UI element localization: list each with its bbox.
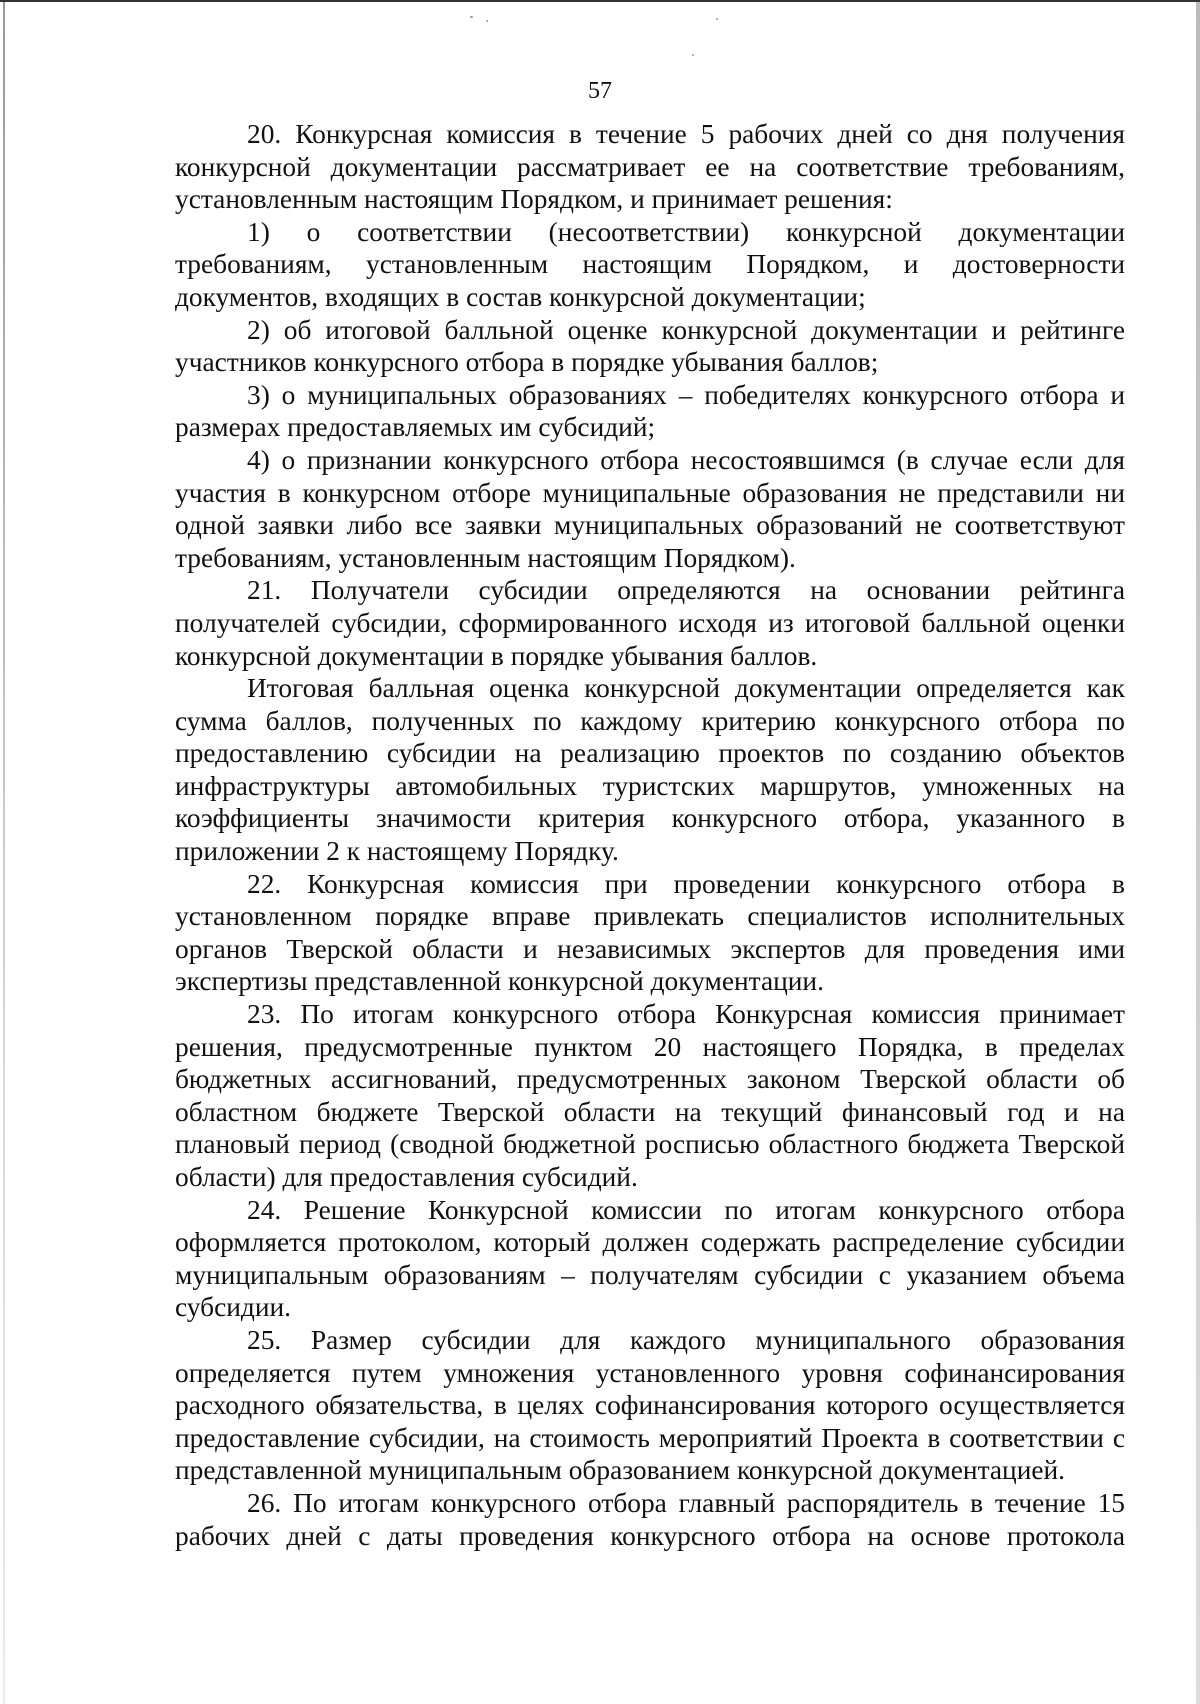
list-item-3: 3) о муниципальных образованиях – победителях конкурсного отбора и размерах предоставляемых им субсидий;	[175, 379, 1125, 443]
paragraph-23: 23. По итогам конкурсного отбора Конкурсная комиссия принимает решения, предусмотренные пунктом 20 настоящего Порядка, в пределах бюджетных ассигнований, предусмотренных законом Тверской области об областном бюджете Тверской области на текущий финансовый год и на плановый период (сводной бюджетной росписью областного бюджета Тверской области) для предоставления субсидий.	[175, 999, 1125, 1192]
scan-speck	[692, 54, 694, 56]
paragraph-22: 22. Конкурсная комиссия при проведении конкурсного отбора в установленном порядке вправе привлекать специалистов исполнительных органов Тверской области и независимых экспертов для проведения ими экспертизы представленной конкурсной документации.	[175, 868, 1125, 997]
paragraph-24: 24. Решение Конкурсной комиссии по итогам конкурсного отбора оформляется протоколом, который должен содержать распределение субсидии муниципальным образованиям – получателям субсидии с указанием объема субсидии.	[175, 1194, 1125, 1323]
scan-speck	[716, 18, 718, 20]
paragraph-21: 21. Получатели субсидии определяются на основании рейтинга получателей субсидии, сформированного исходя из итоговой балльной оценки конкурсной документации в порядке убывания баллов.	[175, 575, 1125, 671]
list-item-2: 2) об итоговой балльной оценке конкурсной документации и рейтинге участников конкурсного отбора в порядке убывания баллов;	[175, 314, 1125, 378]
paragraph-score: Итоговая балльная оценка конкурсной документации определяется как сумма баллов, полученных по каждому критерию конкурсного отбора по предоставлению субсидии на реализацию проектов по созданию объектов инфраструктуры автомобильных туристских маршрутов, умноженных на коэффициенты значимости критерия конкурсного отбора, указанного в приложении 2 к настоящему Порядку.	[175, 673, 1125, 867]
scan-edge-right	[1196, 2, 1200, 1704]
scan-speck	[470, 16, 473, 18]
list-item-1: 1) о соответствии (несоответствии) конкурсной документации требованиям, установленным настоящим Порядком, и достоверности документов, входящих в состав конкурсной документации;	[175, 216, 1125, 312]
document-body	[175, 118, 1125, 1552]
paragraph-25: 25. Размер субсидии для каждого муниципального образования определяется путем умножения установленного уровня софинансирования расходного обязательства, в целях софинансирования которого осуществляется предоставление субсидии, на стоимость мероприятий Проекта в соответствии с представленной муниципальным образованием конкурсной документацией.	[175, 1324, 1125, 1486]
scan-speck	[486, 20, 488, 22]
page-number: 57	[588, 78, 612, 104]
scan-edge-left	[3, 2, 5, 1704]
paragraph-20: 20. Конкурсная комиссия в течение 5 рабочих дней со дня получения конкурсной документации рассматривает ее на соответствие требованиям, установленным настоящим Порядком, и принимает решения:	[175, 119, 1125, 215]
paragraph-26: 26. По итогам конкурсного отбора главный распорядитель в течение 15 рабочих дней с даты проведения конкурсного отбора на основе протокола	[175, 1487, 1125, 1551]
list-item-4: 4) о признании конкурсного отбора несостоявшимся (в случае если для участия в конкурсном отборе муниципальные образования не представили ни одной заявки либо все заявки муниципальных образований не соответствуют требованиям, установленным настоящим Порядком).	[175, 444, 1125, 573]
